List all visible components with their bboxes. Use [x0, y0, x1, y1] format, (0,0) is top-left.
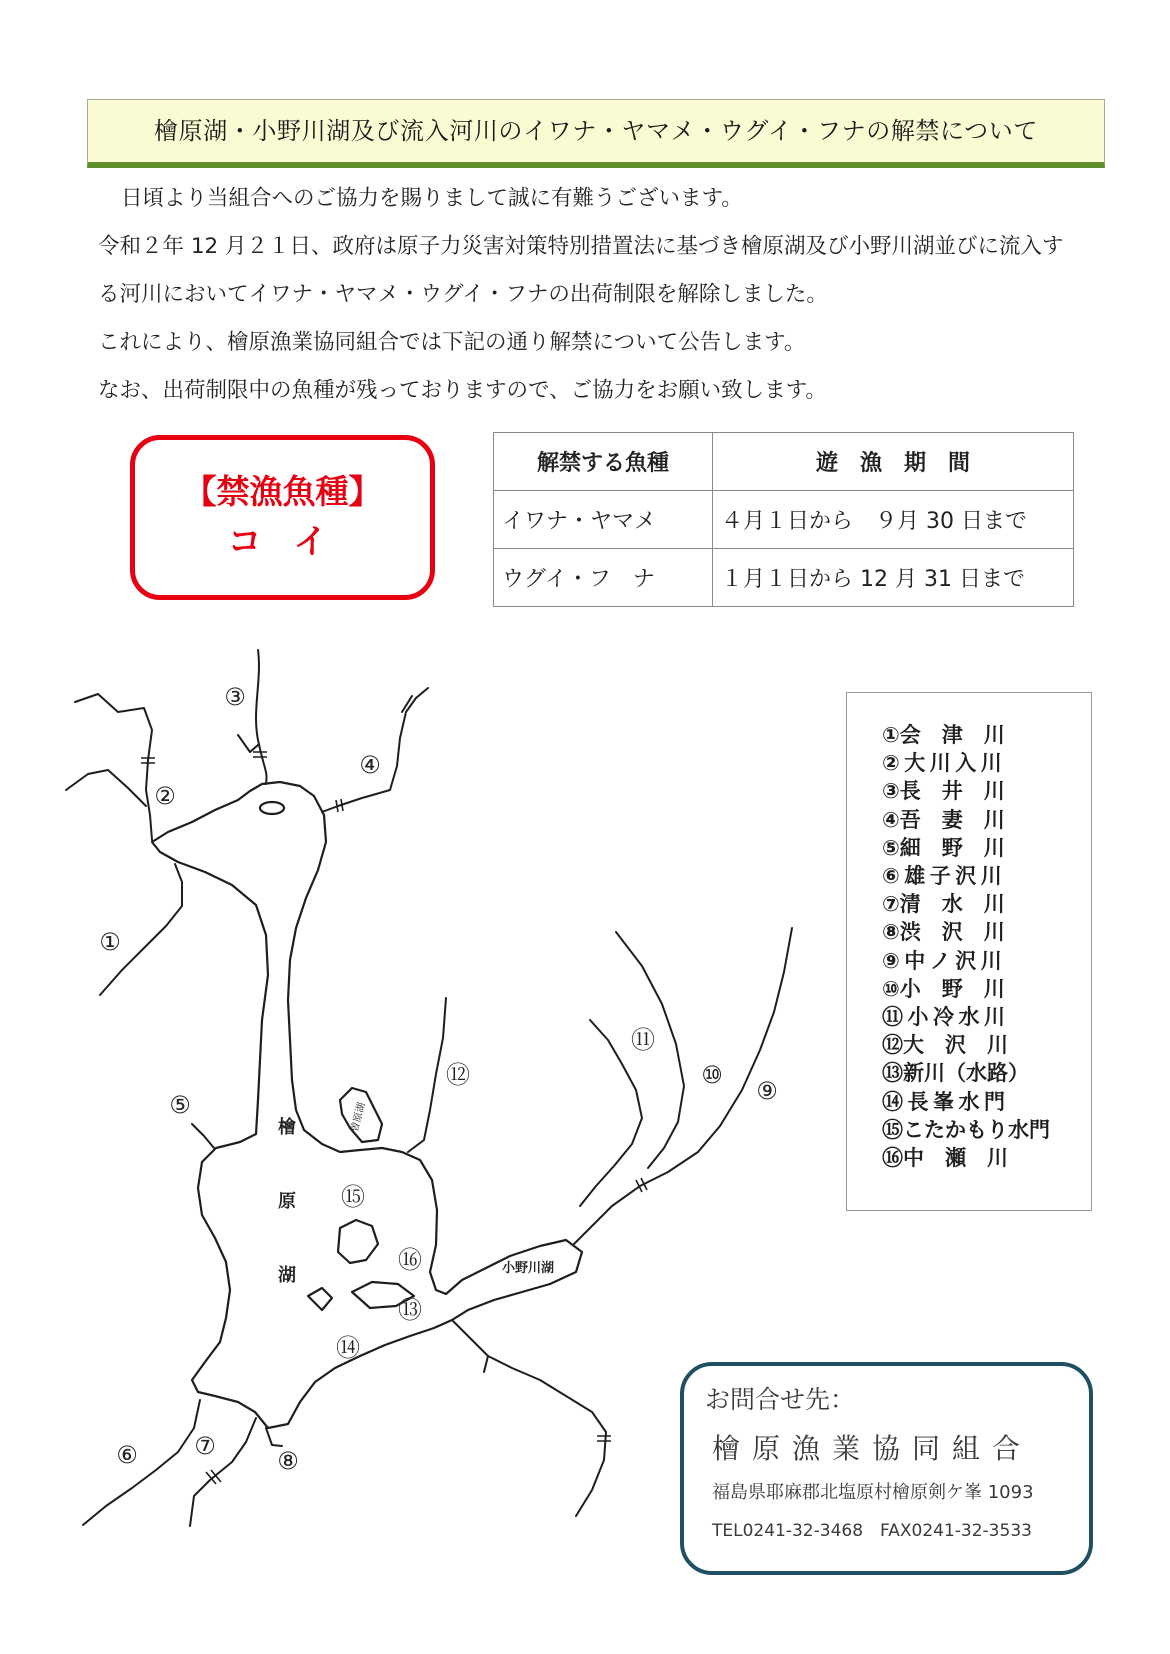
closed-species-name: コ イ — [227, 521, 338, 562]
river-line-outlet-branch — [484, 1356, 488, 1372]
river-marker-13: ⑬ — [398, 1296, 422, 1324]
legend-item: ⑪小冷水川 — [882, 1005, 1010, 1030]
closed-species-heading: 【禁漁魚種】 — [183, 471, 382, 511]
legend-item: ⑩小 野 川 — [882, 976, 1005, 1001]
contact-address: 福島県耶麻郡北塩原村檜原剣ケ峯 1093 — [712, 1482, 1034, 1503]
dam-mark — [253, 752, 267, 757]
legend-item: ⑫大 沢 川 — [882, 1033, 1008, 1058]
river-marker-2: ② — [154, 782, 176, 810]
species-cell: ウグイ・フ ナ — [494, 549, 713, 607]
river-marker-15: ⑮ — [341, 1183, 365, 1211]
river-marker-8: ⑧ — [277, 1447, 299, 1475]
season-table — [493, 432, 1074, 607]
river-marker-11: ⑪ — [631, 1026, 655, 1054]
legend-item: ②大川入川 — [882, 751, 1007, 776]
closed-species-box — [130, 435, 435, 600]
river-marker-10: ⑩ — [701, 1061, 723, 1089]
intro-line-announcement: 令和２年 12 月２１日、政府は原子力災害対策特別措置法に基づき檜原湖及び小野川湖並びに流入す — [98, 234, 1064, 259]
intro-line-notice: これにより、檜原漁業協同組合では下記の通り解禁について公告します。 — [98, 330, 806, 355]
river-marker-9: ⑨ — [756, 1077, 778, 1105]
contact-box — [680, 1362, 1093, 1575]
dam-mark — [597, 1436, 611, 1441]
intro-line-request: なお、出荷制限中の魚種が残っておりますので、ご協力をお願い致します。 — [98, 378, 827, 403]
river-line-2-branch — [66, 770, 146, 806]
legend-item: ⑤細 野 川 — [882, 835, 1005, 860]
contact-label: お問合せ先： — [705, 1385, 856, 1414]
legend-item: ⑦清 水 川 — [882, 892, 1005, 917]
legend-item: ⑧渋 沢 川 — [882, 920, 1005, 945]
contact-organization: 檜原漁業協同組合 — [712, 1432, 1033, 1465]
legend-item: ③長 井 川 — [882, 779, 1005, 804]
river-line-4 — [322, 688, 428, 812]
intro-line-announcement-cont: る河川においてイワナ・ヤマメ・ウグイ・フナの出荷制限を解除しました。 — [98, 282, 828, 307]
lake-label-onogawa: 小野川湖 — [501, 1261, 555, 1276]
lake-label-sohara: 曽原湖 — [349, 1101, 368, 1134]
legend-item: ⑥雄子沢川 — [882, 864, 1007, 889]
river-marker-1: ① — [99, 928, 121, 956]
table-body — [494, 491, 1074, 607]
header-species: 解禁する魚種 — [494, 433, 713, 491]
river-legend — [846, 692, 1092, 1211]
table-header-row — [494, 433, 1074, 491]
legend-item: ⑬新川（水路） — [882, 1061, 1029, 1086]
legend-item: ⑯中 瀬 川 — [882, 1146, 1008, 1171]
lake-label-hibara: 檜原湖 — [275, 1117, 296, 1339]
table-row — [494, 491, 1074, 549]
island — [338, 1220, 378, 1263]
river-line-2 — [75, 694, 152, 840]
header-period: 遊 漁 期 間 — [713, 433, 1074, 491]
period-cell: ４月１日から ９月 30 日まで — [713, 491, 1074, 549]
legend-item: ⑮こたかもり水門 — [882, 1117, 1050, 1142]
river-marker-5: ⑤ — [169, 1091, 191, 1119]
river-marker-7: ⑦ — [194, 1432, 216, 1460]
island — [308, 1288, 332, 1310]
page-title: 檜原湖・小野川湖及び流入河川のイワナ・ヤマメ・ウグイ・フナの解禁について — [154, 117, 1038, 145]
island — [260, 802, 284, 814]
legend-item: ①会 津 川 — [882, 723, 1005, 747]
intro-line-greeting: 日頃より当組合へのご協力を賜りまして誠に有難うございます。 — [121, 186, 743, 211]
intro-text — [98, 175, 1108, 415]
river-marker-16: ⑯ — [398, 1246, 422, 1274]
river-marker-6: ⑥ — [116, 1441, 138, 1469]
river-line-5 — [192, 1124, 214, 1148]
period-cell: １月１日から 12 月 31 日まで — [713, 549, 1074, 607]
river-line-6 — [83, 1400, 200, 1525]
species-cell: イワナ・ヤマメ — [494, 491, 713, 549]
river-line-8 — [266, 1428, 282, 1446]
table-head — [494, 433, 1074, 491]
river-marker-3: ③ — [224, 683, 246, 711]
river-marker-12: ⑫ — [446, 1061, 470, 1089]
title-banner — [87, 99, 1105, 168]
legend-item: ⑨中ノ沢川 — [882, 948, 1007, 973]
river-marker-4: ④ — [359, 751, 381, 779]
river-line-3 — [256, 650, 266, 784]
legend-item: ④吾 妻 川 — [882, 807, 1005, 832]
river-marker-14: ⑭ — [336, 1334, 360, 1362]
contact-phone-fax: TEL0241-32-3468 FAX0241-32-3533 — [712, 1521, 1032, 1541]
river-line-12 — [408, 998, 446, 1152]
river-line-3-branch — [238, 735, 258, 752]
river-line-outlet — [452, 1320, 606, 1516]
table-row — [494, 549, 1074, 607]
legend-item: ⑭長峯水門 — [882, 1089, 1010, 1114]
